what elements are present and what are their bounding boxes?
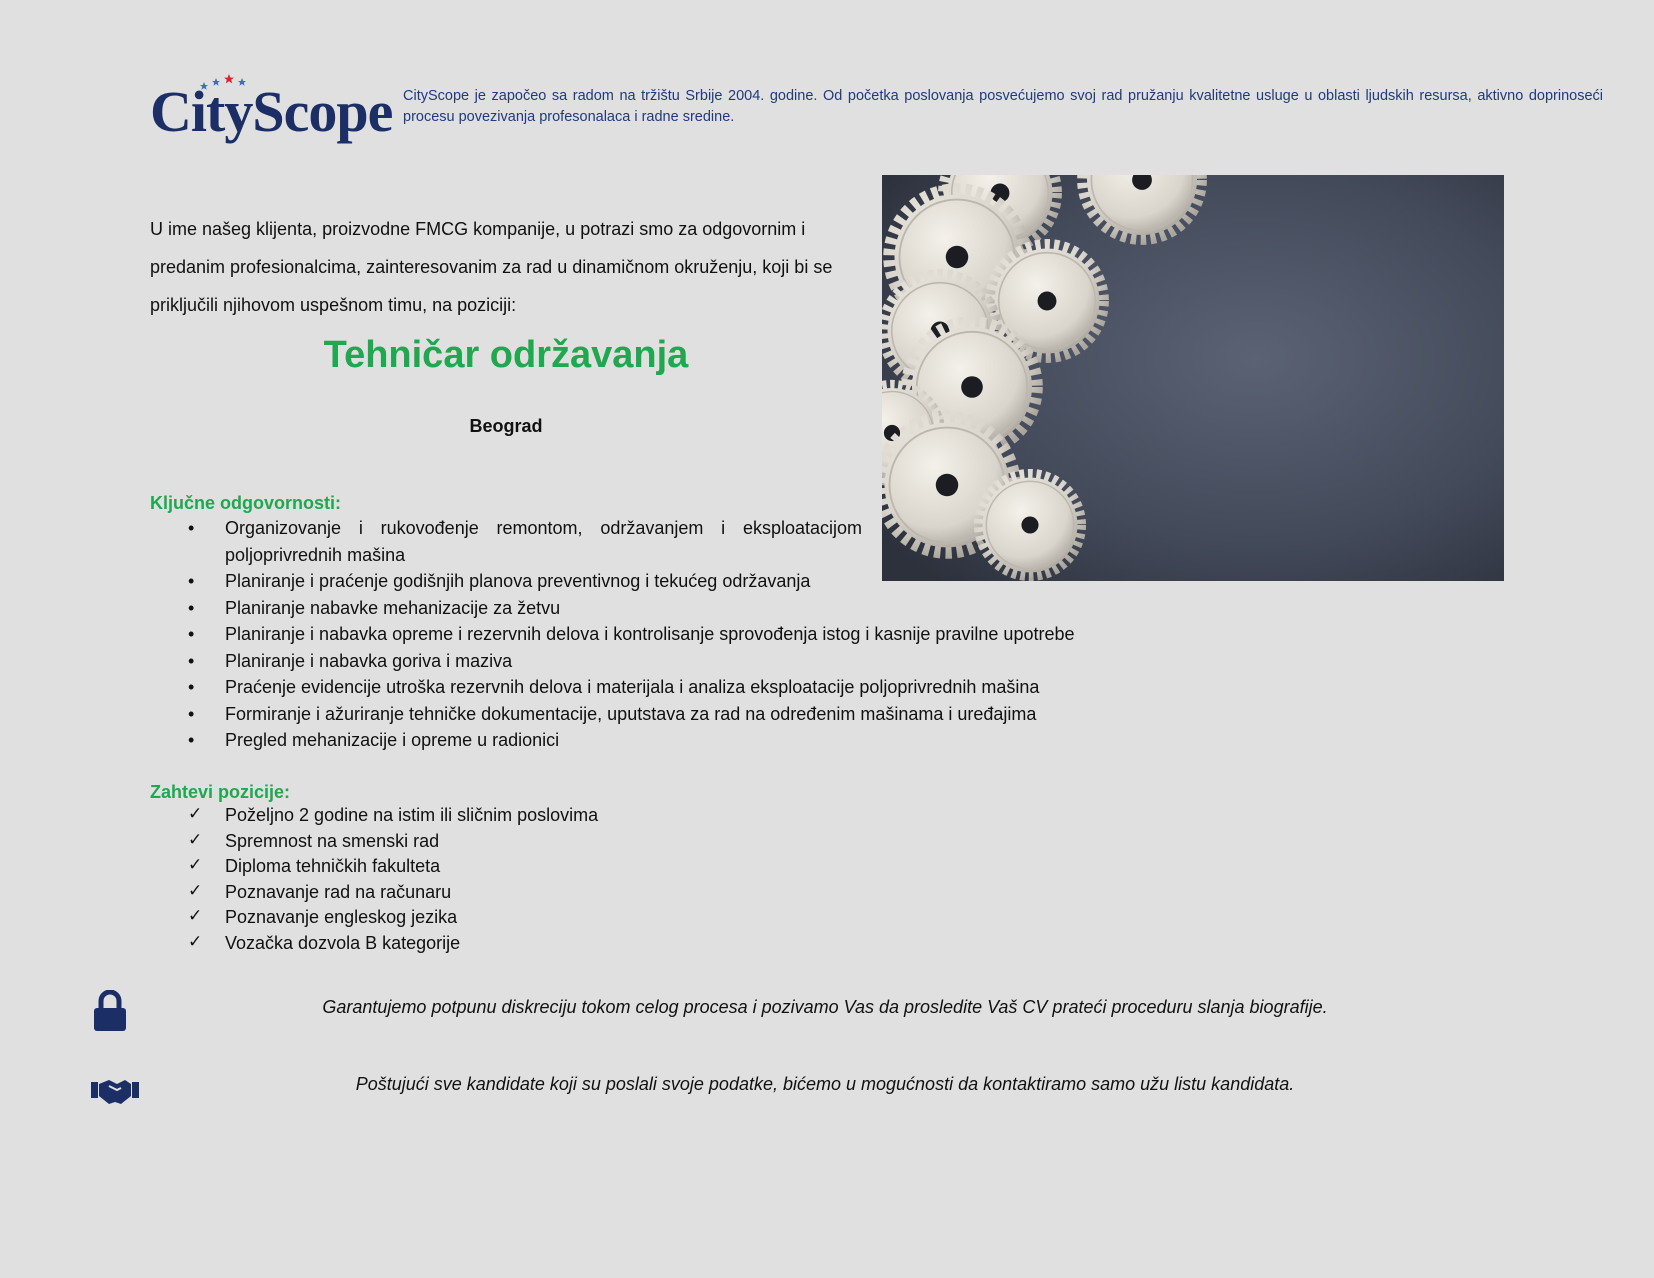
intro-paragraph: U ime našeg klijenta, proizvodne FMCG kompanije, u potrazi smo za odgovornim i predanim profesionalcima, zainteresovanim za rad u dinamičnom okruženju, koji bi se priključili njihovom uspešnom timu, na poziciji:	[150, 219, 833, 315]
checkmark-icon: ✓	[188, 804, 203, 823]
list-item: ✓ Poznavanje engleskog jezika	[150, 905, 950, 931]
logo-text: CityScope	[150, 79, 393, 144]
bullet-icon: •	[188, 571, 195, 591]
list-item: • Planiranje i nabavka goriva i maziva	[150, 648, 1150, 675]
list-item: ✓ Poželjno 2 godine na istim ili sličnim poslovima	[150, 803, 950, 829]
shortlist-note: Poštujući sve kandidate koji su poslali svoje podatke, bićemo u mogućnosti da kontaktiramo samo užu listu kandidata.	[355, 1074, 1295, 1094]
list-item: ✓ Poznavanje rad na računaru	[150, 880, 950, 906]
bullet-icon: •	[188, 518, 195, 538]
list-item: ✓ Vozačka dozvola B kategorije	[150, 931, 950, 957]
bullet-icon: •	[188, 703, 195, 724]
list-item: • Pregled mehanizacije i opreme u radionici	[150, 727, 1150, 754]
responsibilities-heading: Ključne odgovornosti:	[150, 493, 341, 513]
list-item: • Planiranje i nabavka opreme i rezervnih delova i kontrolisanje sprovođenja istog i kasnije pravilne upotrebe	[150, 621, 1150, 648]
company-description: CityScope je započeo sa radom na tržištu Srbije 2004. godine. Od početka poslovanja posvećujemo svoj rad pružanju kvalitetne usluge u oblasti ljudskih resursa, aktivno doprinoseći procesu povezivanja profesonalaca i radne sredine.	[403, 88, 1603, 125]
job-title: Tehničar održavanja	[323, 334, 689, 376]
checkmark-icon: ✓	[188, 829, 203, 849]
checkmark-icon: ✓	[188, 931, 203, 951]
list-item: • Planiranje i praćenje godišnjih planova preventivnog i tekućeg održavanja	[150, 568, 1150, 595]
requirements-heading: Zahtevi pozicije:	[150, 782, 291, 802]
bullet-icon: •	[188, 650, 195, 671]
list-item: • Planiranje nabavke mehanizacije za žetvu	[150, 595, 1150, 622]
job-location: Beograd	[469, 416, 543, 436]
list-item: • Formiranje i ažuriranje tehničke dokumentacije, uputstava za rad na određenim mašinama i uređajima	[150, 701, 1150, 728]
checkmark-icon: ✓	[188, 880, 203, 900]
bullet-icon: •	[188, 597, 195, 618]
requirements-list	[150, 803, 950, 956]
lock-icon	[92, 990, 128, 1032]
list-item: ✓ Diploma tehničkih fakulteta	[150, 854, 950, 880]
header	[150, 72, 1603, 152]
discretion-note: Garantujemo potpunu diskreciju tokom celog procesa i pozivamo Vas da prosledite Vaš CV prateći proceduru slanja biografije.	[322, 997, 1328, 1017]
list-item: • Praćenje evidencije utroška rezervnih delova i materijala i analiza eksploatacije poljoprivrednih mašina	[150, 674, 1150, 701]
bullet-icon: •	[188, 730, 195, 750]
bullet-icon: •	[188, 624, 195, 644]
list-item: ✓ Spremnost na smenski rad	[150, 829, 950, 855]
checkmark-icon: ✓	[188, 906, 203, 925]
bullet-icon: •	[188, 677, 195, 697]
checkmark-icon: ✓	[188, 855, 203, 874]
list-item: • Organizovanje i rukovođenje remontom, održavanjem i eksploatacijom poljoprivrednih mašina	[150, 515, 862, 568]
cityscope-logo	[150, 72, 400, 152]
responsibilities-list	[150, 515, 1150, 754]
handshake-icon	[91, 1076, 139, 1106]
